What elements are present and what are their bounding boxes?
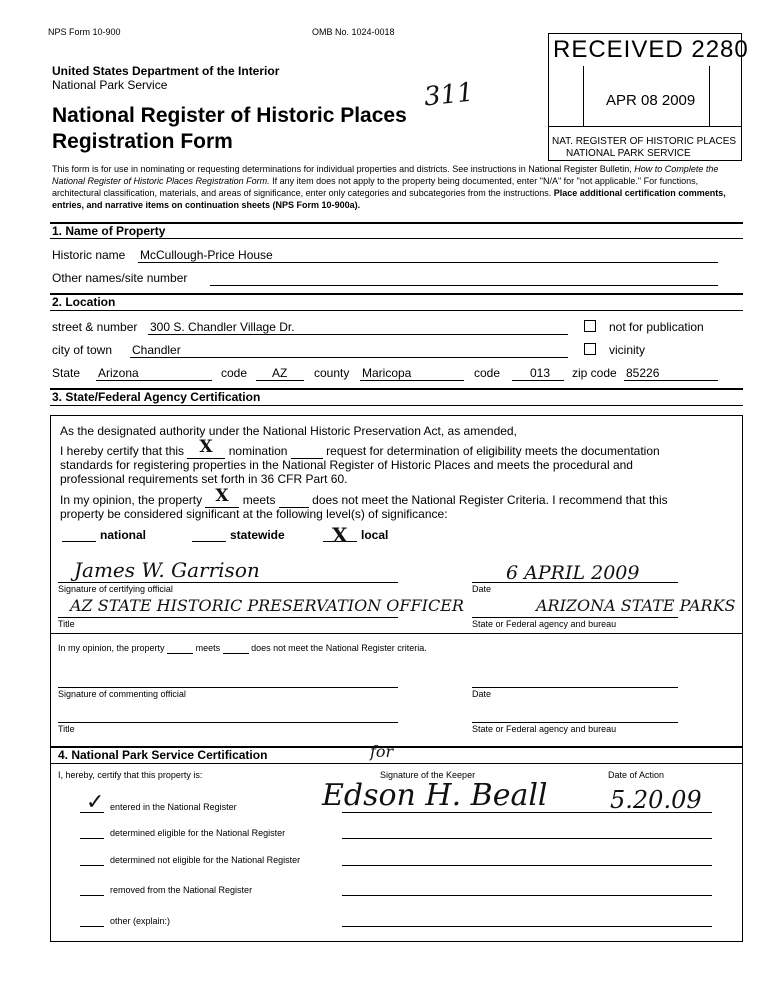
agency-name: National Park Service	[52, 78, 168, 92]
commenting-date-label: Date	[472, 689, 492, 699]
level-national: national	[100, 528, 147, 542]
commenting-does-not-meet-blank[interactable]	[223, 643, 249, 654]
stamp-date: APR 08 2009	[606, 92, 696, 109]
section2-top-rule	[50, 293, 743, 295]
commenting-title-label: Title	[58, 724, 75, 734]
option-removed: removed from the National Register	[110, 885, 253, 895]
instructions	[52, 163, 742, 211]
cert-certify-c: request for determination of eligibility meets the documentation	[326, 444, 660, 458]
commenting-signature-label: Signature of commenting official	[58, 689, 186, 699]
section3-heading: 3. State/Federal Agency Certification	[52, 390, 261, 404]
eligible-signature-line[interactable]	[342, 838, 712, 839]
meets-blank[interactable]	[205, 486, 239, 508]
removed-blank[interactable]	[80, 895, 104, 896]
commenting-opinion-c: does not meet the National Register criteria.	[251, 643, 427, 653]
cert-certify-text	[60, 437, 660, 459]
option-entered: entered in the National Register	[110, 802, 237, 812]
signature-line	[58, 582, 398, 583]
keeper-signature: Edson H. Beall	[322, 778, 548, 813]
cert-box-left	[50, 415, 51, 941]
county-line	[360, 380, 464, 381]
entered-signature-line[interactable]	[342, 812, 712, 813]
keeper-for-note: for	[370, 742, 394, 761]
county-field[interactable]: Maricopa	[362, 366, 412, 380]
section4-heading: 4. National Park Service Certification	[58, 748, 268, 762]
entered-check-mark: ✓	[86, 790, 105, 815]
stamp-divider-right	[709, 66, 710, 126]
agency-line	[472, 617, 678, 618]
cert-box-bottom	[50, 941, 743, 942]
cert-opinion-c: does not meet the National Register Criteria. I recommend that this	[312, 493, 668, 507]
does-not-meet-blank[interactable]	[279, 493, 309, 508]
option-eligible: determined eligible for the National Register	[110, 828, 286, 838]
section2-heading: 2. Location	[52, 295, 116, 309]
cert-certify-b: nomination	[228, 444, 288, 458]
state-field[interactable]: Arizona	[98, 366, 139, 380]
other-names-label: Other names/site number	[52, 271, 188, 285]
eligible-blank[interactable]	[80, 838, 104, 839]
section2-bottom-rule	[50, 310, 743, 311]
section1-bottom-rule	[50, 238, 743, 239]
date-of-action-label: Date of Action	[608, 770, 665, 780]
street-label: street & number	[52, 320, 138, 334]
keeper-intro: I, hereby, certify that this property is:	[58, 770, 203, 780]
certifying-title: AZ STATE HISTORIC PRESERVATION OFFICER	[70, 596, 464, 615]
nomination-blank[interactable]	[187, 437, 225, 459]
state-line	[96, 380, 212, 381]
national-blank[interactable]	[62, 541, 96, 542]
other-names-line	[210, 285, 718, 286]
keeper-signature-label: Signature of the Keeper	[380, 770, 476, 780]
cert-box-right	[742, 415, 743, 941]
city-label: city of town	[52, 343, 113, 357]
commenting-signature-line[interactable]	[58, 687, 398, 688]
vicinity-label: vicinity	[609, 343, 646, 357]
city-field[interactable]: Chandler	[132, 343, 181, 357]
department-name: United States Department of the Interior	[52, 64, 280, 78]
stamp-divider-left	[583, 66, 584, 126]
commenting-title-line[interactable]	[58, 722, 398, 723]
state-code-field[interactable]: AZ	[272, 366, 288, 380]
not-for-publication-label: not for publication	[609, 320, 704, 334]
keeper-date: 5.20.09	[610, 786, 702, 814]
cert-box-top	[50, 415, 743, 416]
cert-standards-text: standards for registering properties in the National Register of Historic Places and meets the procedural and	[60, 458, 633, 472]
not-for-publication-checkbox[interactable]	[584, 320, 596, 332]
county-code-label: code	[474, 366, 501, 380]
entered-blank[interactable]	[80, 812, 104, 813]
vicinity-checkbox[interactable]	[584, 343, 596, 355]
commenting-agency-line[interactable]	[472, 722, 678, 723]
cert-certify-a: I hereby certify that this	[60, 444, 185, 458]
cert-opinion-text	[60, 486, 668, 508]
form-subtitle: Registration Form	[52, 130, 233, 153]
county-code-line	[512, 380, 564, 381]
other-signature-line[interactable]	[342, 926, 712, 927]
instructions-p3: Place additional certification comments, entries, and narrative items on continuation sheets (NPS Form 10-900a).	[52, 188, 726, 210]
option-not-eligible: determined not eligible for the National Register	[110, 855, 301, 865]
code-label: code	[221, 366, 248, 380]
stamp-line1: NAT. REGISTER OF HISTORIC PLACES	[552, 136, 737, 147]
removed-signature-line[interactable]	[342, 895, 712, 896]
form-number: NPS Form 10-900	[48, 27, 121, 37]
zip-field[interactable]: 85226	[626, 366, 660, 380]
commenting-date-line[interactable]	[472, 687, 678, 688]
signature-label: Signature of certifying official	[58, 584, 173, 594]
certifying-date: 6 APRIL 2009	[506, 562, 640, 584]
not-eligible-signature-line[interactable]	[342, 865, 712, 866]
commenting-agency-label: State or Federal agency and bureau	[472, 724, 617, 734]
date-line	[472, 582, 678, 583]
commenting-divider	[50, 633, 743, 634]
commenting-meets-blank[interactable]	[167, 643, 193, 654]
street-field[interactable]: 300 S. Chandler Village Dr.	[150, 320, 295, 334]
commenting-opinion-a: In my opinion, the property	[58, 643, 165, 653]
street-line	[148, 334, 568, 335]
stamp-received: RECEIVED 2280	[553, 36, 749, 63]
stamp-rule	[548, 126, 741, 127]
option-other: other (explain:)	[110, 916, 171, 926]
zip-line	[624, 380, 718, 381]
title-line	[58, 617, 398, 618]
cert-significance-text: property be considered significant at the following level(s) of significance:	[60, 507, 448, 521]
title-label: Title	[58, 619, 75, 629]
zip-label: zip code	[572, 366, 617, 380]
request-blank[interactable]	[291, 444, 323, 459]
statewide-blank[interactable]	[192, 541, 226, 542]
certifying-agency: ARIZONA STATE PARKS	[536, 596, 736, 615]
section1-heading: 1. Name of Property	[52, 224, 166, 238]
agency-label: State or Federal agency and bureau	[472, 619, 617, 629]
county-label: county	[314, 366, 350, 380]
state-label: State	[52, 366, 81, 380]
county-code-field[interactable]: 013	[530, 366, 551, 380]
certifying-signature: James W. Garrison	[74, 558, 260, 582]
commenting-opinion-text	[58, 643, 427, 654]
nomination-x-mark: X	[199, 437, 213, 457]
cert-opinion-a: In my opinion, the property	[60, 493, 203, 507]
section3-bottom-rule	[50, 405, 743, 406]
instructions-bulletin-title: How to Complete the National Register of Historic Places Registration Form.	[52, 164, 719, 186]
omb-number: OMB No. 1024-0018	[312, 27, 395, 37]
stamp-line2: NATIONAL PARK SERVICE	[566, 148, 691, 159]
commenting-opinion-b: meets	[195, 643, 221, 653]
level-statewide: statewide	[230, 528, 285, 542]
city-line	[130, 357, 568, 358]
cert-opinion-b: meets	[242, 493, 276, 507]
instructions-p2: If any item does not apply to the property being documented, enter "N/A" for "not applicable." For functions, architectural classification, materials, and areas of significance, enter only categories and subcategories from the instructions.	[52, 176, 699, 198]
local-x-mark: X	[332, 523, 348, 547]
cert-requirements-text: professional requirements set forth in 36 CFR Part 60.	[60, 472, 348, 486]
form-title: National Register of Historic Places	[52, 104, 407, 127]
cert-authority-text: As the designated authority under the National Historic Preservation Act, as amended,	[60, 424, 517, 438]
historic-name-label: Historic name	[52, 248, 126, 262]
state-code-line	[256, 380, 304, 381]
date-label: Date	[472, 584, 492, 594]
not-eligible-blank[interactable]	[80, 865, 104, 866]
historic-name-line	[138, 262, 718, 263]
instructions-p1: This form is for use in nominating or requesting determinations for individual properties and districts. See instructions in National Register Bulletin,	[52, 164, 632, 174]
meets-x-mark: X	[215, 486, 229, 506]
section4-bottom-rule	[50, 763, 743, 764]
level-local: local	[361, 528, 389, 542]
other-blank[interactable]	[80, 926, 104, 927]
historic-name-field[interactable]: McCullough-Price House	[140, 248, 273, 262]
handwritten-number: 311	[422, 77, 476, 113]
